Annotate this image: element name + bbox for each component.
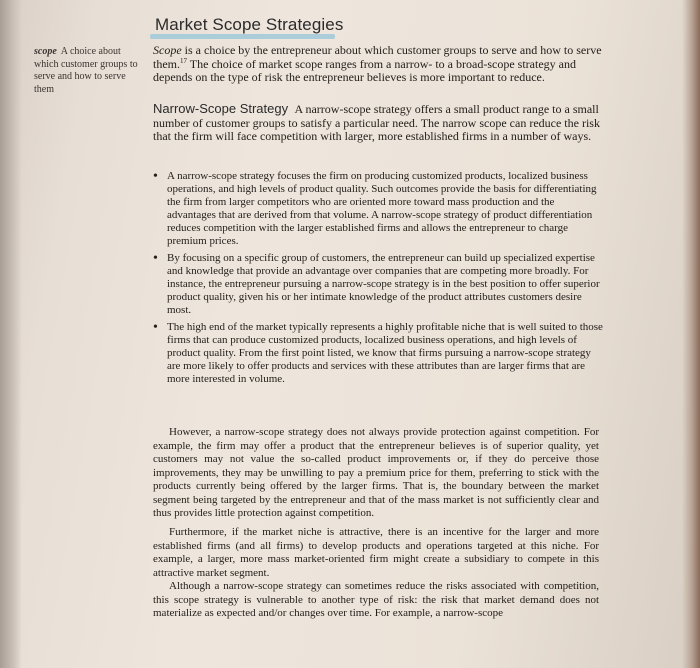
body-paragraph: Although a narrow-scope strategy can sometimes reduce the risks associated with competition, this scope strategy is vulnerable to another type of risk: the risk that market demand does not materialize as expected and/or changes over time. For example, a narrow-scope (153, 580, 599, 619)
bullet-icon: • (153, 320, 158, 335)
body-paragraph: However, a narrow-scope strategy does not always provide protection against competition. For example, the firm may offer a product that the entrepreneur believes is of superior quality, yet customers may not value the so-called product improvements or, if they do perceive those improvements, they may be unwilling to pay a premium price for them, preferring to stick with the products currently being offered by the larger firms. That is, the boundary between the market segment being targeted by the entrepreneur and that of the mass market is not sufficiently clear and thus provides little protection against competition. (153, 426, 599, 519)
bullet-list (153, 170, 605, 390)
list-item (153, 321, 605, 386)
bullet-icon: • (153, 251, 158, 266)
list-item (153, 252, 605, 317)
bullet-text: A narrow-scope strategy focuses the firm on producing customized products, localized business operations, and high levels of product quality. Such outcomes provide the basis for differentiating the firm from larger competitors who are oriented more toward mass production and the advantages that are derived from that volume. A narrow-scope strategy of product differentiation reduces competition with the larger established firms and allows the entrepreneur to charge premium prices. (167, 170, 597, 247)
margin-definition-text: A choice about which customer groups to serve and how to serve them (34, 46, 138, 95)
page-shadow-left (0, 0, 22, 668)
narrow-scope-text: A narrow-scope strategy offers a small product range to a small number of customer groups to satisfy a particular need. The narrow scope can reduce the risk that the firm will face competition with larger, more established firms in a number of ways. (153, 102, 600, 143)
bullet-text: By focusing on a specific group of customers, the entrepreneur can build up specialized expertise and knowledge that provide an advantage over companies that are competing more broadly. For instance, the entrepreneur pursuing a narrow-scope strategy is in the best position to offer superior product quality, given his or her intimate knowledge of the product attributes customers desire most. (167, 252, 600, 316)
intro-text-continued: The choice of market scope ranges from a narrow- to a broad-scope strategy and depends on the type of risk the entrepreneur believes is more important to reduce. (153, 56, 576, 84)
body-paragraph: Furthermore, if the market niche is attractive, there is an incentive for the larger and more established firms (and all firms) to develop products and operations targeted at this niche. For example, a larger, more mass market-oriented firm might create a subsidiary to compete in this attractive market segment. (153, 526, 599, 579)
bullet-icon: • (153, 169, 158, 184)
list-item (153, 170, 605, 248)
narrow-scope-heading: Narrow-Scope Strategy (153, 101, 289, 116)
page-shadow-right (682, 0, 700, 668)
intro-text: is a choice by the entrepreneur about which customer groups to serve and how to serve them. (153, 43, 602, 71)
section-heading: Market Scope Strategies (155, 15, 344, 34)
margin-definition (34, 46, 140, 96)
intro-term: Scope (153, 43, 182, 57)
intro-paragraph (153, 44, 605, 85)
bullet-text: The high end of the market typically represents a highly profitable niche that is well suited to those firms that can produce customized products, localized business operations, and high levels of product quality. From the first point listed, we know that firms pursuing a narrow-scope strategy are more likely to offer products and services with these attributes than are larger firms that are more interested in volume. (167, 321, 603, 385)
narrow-scope-paragraph (153, 102, 605, 144)
margin-term: scope (34, 46, 57, 57)
footnote-marker: 17 (180, 56, 187, 65)
